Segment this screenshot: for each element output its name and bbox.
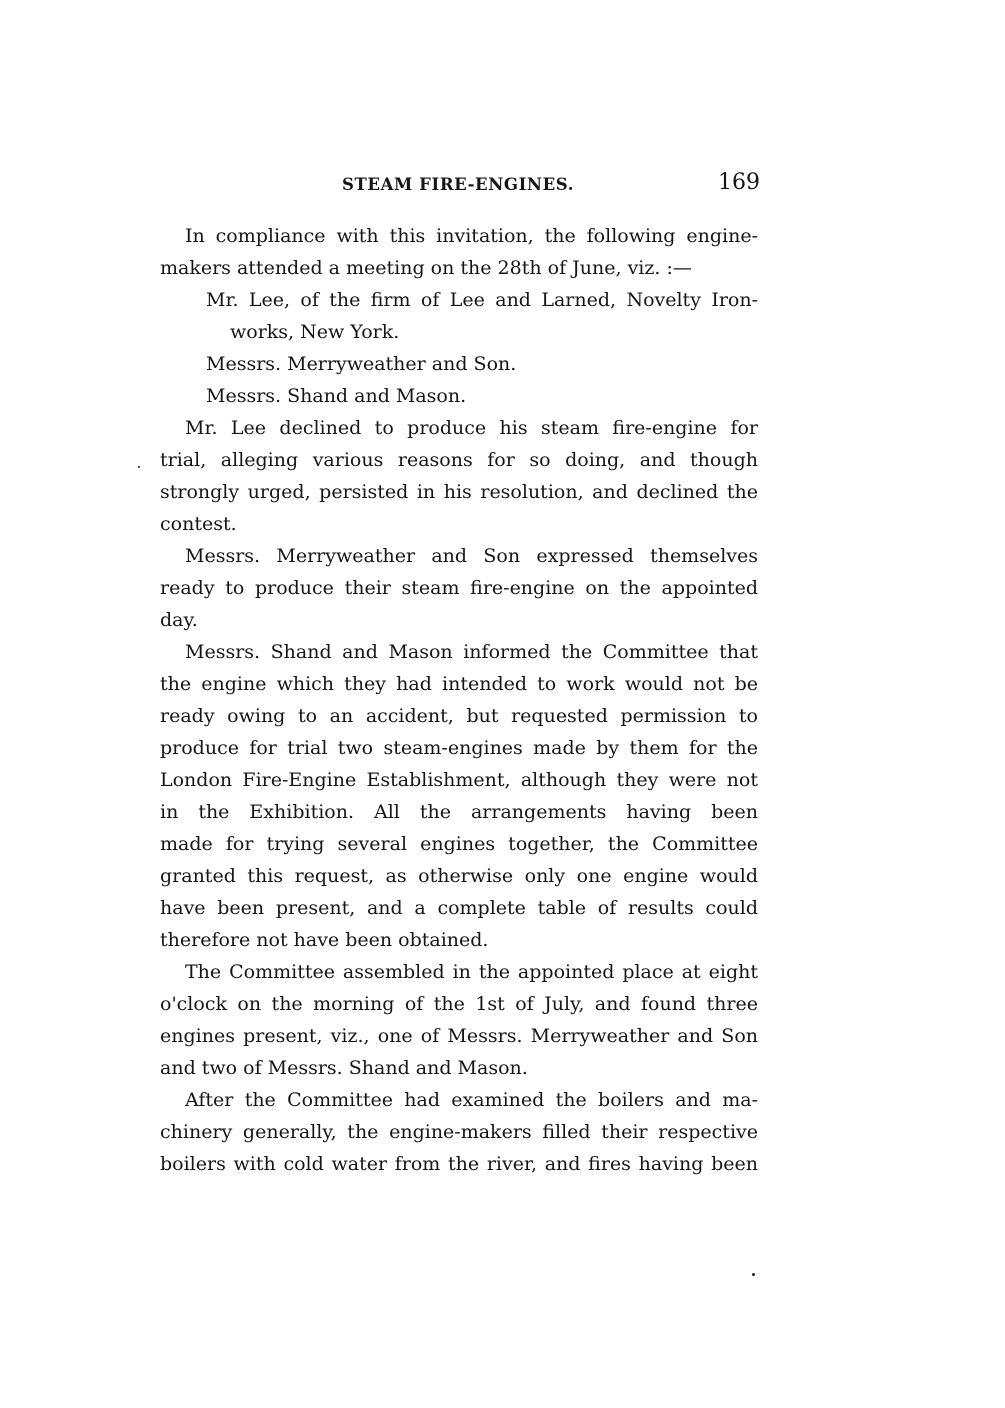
text-line: engines present, viz., one of Messrs. Merryweather and Son xyxy=(160,1025,758,1047)
body-text xyxy=(160,220,758,1180)
text-line: Messrs. Merryweather and Son expressed themselves xyxy=(185,545,758,567)
page-number: 169 xyxy=(718,170,760,195)
text-line: in the Exhibition. All the arrangements having been xyxy=(160,801,758,823)
text-line: After the Committee had examined the boilers and ma- xyxy=(185,1089,758,1111)
text-line: and two of Messrs. Shand and Mason. xyxy=(160,1057,528,1079)
text-line: granted this request, as otherwise only one engine would xyxy=(160,865,758,887)
text-line: The Committee assembled in the appointed place at eight xyxy=(185,961,758,983)
text-line: made for trying several engines together, the Committee xyxy=(160,833,758,855)
text-line: contest. xyxy=(160,513,237,535)
page-header xyxy=(160,170,760,204)
list-item: Messrs. Shand and Mason. xyxy=(206,385,467,407)
list-item: Mr. Lee, of the firm of Lee and Larned, Novelty Iron- xyxy=(206,289,758,311)
list-item: Messrs. Merryweather and Son. xyxy=(206,353,517,375)
text-line: makers attended a meeting on the 28th of June, viz. :— xyxy=(160,257,692,279)
text-line: therefore not have been obtained. xyxy=(160,929,489,951)
text-line: produce for trial two steam-engines made by them for the xyxy=(160,737,758,759)
scan-speck xyxy=(752,1273,755,1276)
text-line: chinery generally, the engine-makers filled their respective xyxy=(160,1121,758,1143)
text-line: boilers with cold water from the river, and fires having been xyxy=(160,1153,758,1175)
text-line: In compliance with this invitation, the following engine- xyxy=(185,225,758,247)
text-line: London Fire-Engine Establishment, although they were not xyxy=(160,769,758,791)
text-line: Mr. Lee declined to produce his steam fire-engine for xyxy=(185,417,758,439)
text-line: have been present, and a complete table of results could xyxy=(160,897,758,919)
text-line: strongly urged, persisted in his resolution, and declined the xyxy=(160,481,758,503)
running-head: STEAM FIRE-ENGINES. xyxy=(342,175,575,194)
list-item-continuation: works, New York. xyxy=(230,321,400,343)
text-line: the engine which they had intended to work would not be xyxy=(160,673,758,695)
text-line: o'clock on the morning of the 1st of July, and found three xyxy=(160,993,758,1015)
scan-speck xyxy=(138,466,140,468)
text-line: ready owing to an accident, but requested permission to xyxy=(160,705,758,727)
text-line: Messrs. Shand and Mason informed the Committee that xyxy=(185,641,758,663)
text-line: ready to produce their steam fire-engine on the appointed xyxy=(160,577,758,599)
text-line: day. xyxy=(160,609,198,631)
text-line: trial, alleging various reasons for so doing, and though xyxy=(160,449,758,471)
